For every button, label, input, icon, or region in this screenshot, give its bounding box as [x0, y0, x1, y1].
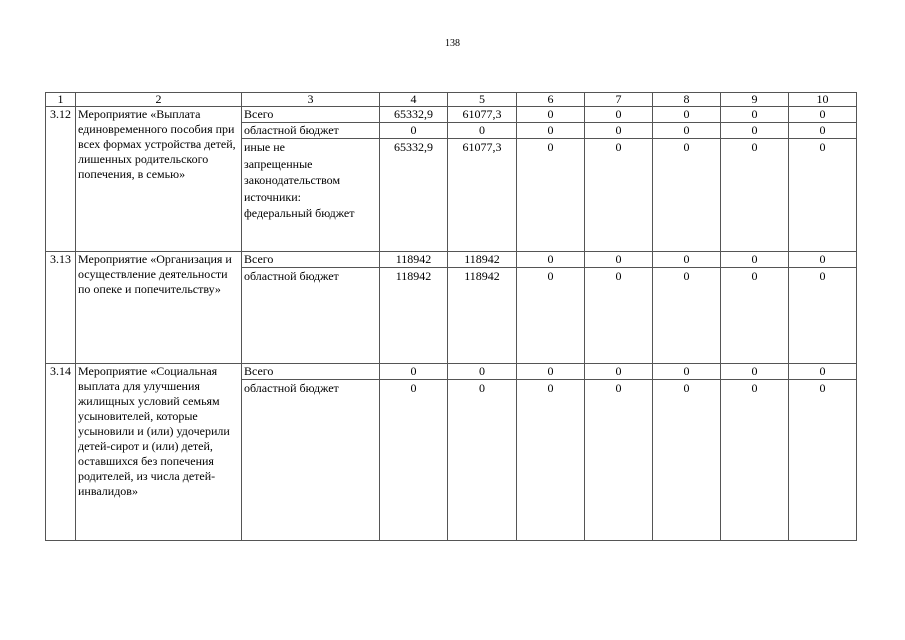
value-cell: 0 — [721, 268, 789, 364]
value-cell: 0 — [789, 380, 857, 541]
value-cell: 61077,3 — [448, 139, 517, 252]
value-cell: 0 — [517, 380, 585, 541]
header-col-6: 6 — [517, 93, 585, 107]
value-cell: 0 — [789, 107, 857, 123]
value-cell: 0 — [517, 268, 585, 364]
value-cell: 0 — [380, 123, 448, 139]
header-col-2: 2 — [76, 93, 242, 107]
header-col-7: 7 — [585, 93, 653, 107]
value-cell: 65332,9 — [380, 107, 448, 123]
source-cell: Всего — [242, 252, 380, 268]
row-code: 3.14 — [46, 364, 76, 541]
value-cell: 0 — [517, 364, 585, 380]
value-cell: 0 — [448, 380, 517, 541]
row-description: Мероприятие «Социальная выплата для улучшения жилищных условий семьям усыновителей, которые усыновили и (или) удочерили детей-сирот и (или) детей, оставшихся без попечения родителей, из числа детей-инвалидов» — [76, 364, 242, 541]
value-cell: 0 — [653, 107, 721, 123]
value-cell: 0 — [585, 139, 653, 252]
value-cell: 0 — [789, 364, 857, 380]
page-number: 138 — [445, 38, 460, 49]
source-cell: Всего — [242, 107, 380, 123]
value-cell: 0 — [448, 123, 517, 139]
budget-table — [45, 92, 857, 541]
source-cell — [242, 139, 380, 252]
value-cell: 0 — [517, 139, 585, 252]
value-cell: 0 — [517, 123, 585, 139]
value-cell: 0 — [653, 380, 721, 541]
value-cell: 0 — [789, 252, 857, 268]
header-col-8: 8 — [653, 93, 721, 107]
value-cell: 0 — [585, 268, 653, 364]
value-cell: 0 — [517, 107, 585, 123]
value-cell: 0 — [789, 268, 857, 364]
source-line: источники: — [244, 189, 301, 204]
header-col-1: 1 — [46, 93, 76, 107]
header-col-4: 4 — [380, 93, 448, 107]
value-cell: 0 — [448, 364, 517, 380]
value-cell: 0 — [721, 123, 789, 139]
header-col-9: 9 — [721, 93, 789, 107]
value-cell: 0 — [653, 268, 721, 364]
header-col-5: 5 — [448, 93, 517, 107]
value-cell: 0 — [721, 139, 789, 252]
value-cell: 0 — [653, 252, 721, 268]
source-line: иные не — [244, 140, 285, 154]
value-cell: 0 — [653, 364, 721, 380]
header-col-3: 3 — [242, 93, 380, 107]
table-row — [46, 364, 857, 380]
row-description: Мероприятие «Организация и осуществление деятельности по опеке и попечительству» — [76, 252, 242, 364]
source-cell: Всего — [242, 364, 380, 380]
value-cell: 0 — [721, 364, 789, 380]
value-cell: 0 — [380, 380, 448, 541]
value-cell: 0 — [585, 252, 653, 268]
source-cell: областной бюджет — [242, 268, 380, 364]
source-cell: областной бюджет — [242, 380, 380, 541]
value-cell: 0 — [653, 123, 721, 139]
row-code: 3.13 — [46, 252, 76, 364]
value-cell: 0 — [517, 252, 585, 268]
value-cell: 0 — [585, 107, 653, 123]
value-cell: 0 — [721, 252, 789, 268]
value-cell: 61077,3 — [448, 107, 517, 123]
table-row — [46, 252, 857, 268]
value-cell: 65332,9 — [380, 139, 448, 252]
source-cell: областной бюджет — [242, 123, 380, 139]
value-cell: 0 — [585, 123, 653, 139]
value-cell: 0 — [789, 139, 857, 252]
table-row — [46, 107, 857, 123]
value-cell: 0 — [789, 123, 857, 139]
source-line: федеральный бюджет — [244, 206, 355, 220]
value-cell: 118942 — [380, 268, 448, 364]
value-cell: 0 — [585, 380, 653, 541]
value-cell: 0 — [721, 107, 789, 123]
value-cell: 0 — [653, 139, 721, 252]
value-cell: 0 — [380, 364, 448, 380]
value-cell: 0 — [585, 364, 653, 380]
source-line: запрещенные — [244, 156, 313, 171]
source-line: законодательством — [244, 173, 341, 187]
row-description: Мероприятие «Выплата единовременного пособия при всех формах устройства детей, лишенных родительского попечения, в семью» — [76, 107, 242, 252]
header-col-10: 10 — [789, 93, 857, 107]
value-cell: 0 — [721, 380, 789, 541]
row-code: 3.12 — [46, 107, 76, 252]
value-cell: 118942 — [448, 252, 517, 268]
value-cell: 118942 — [448, 268, 517, 364]
value-cell: 118942 — [380, 252, 448, 268]
header-row — [46, 93, 857, 107]
